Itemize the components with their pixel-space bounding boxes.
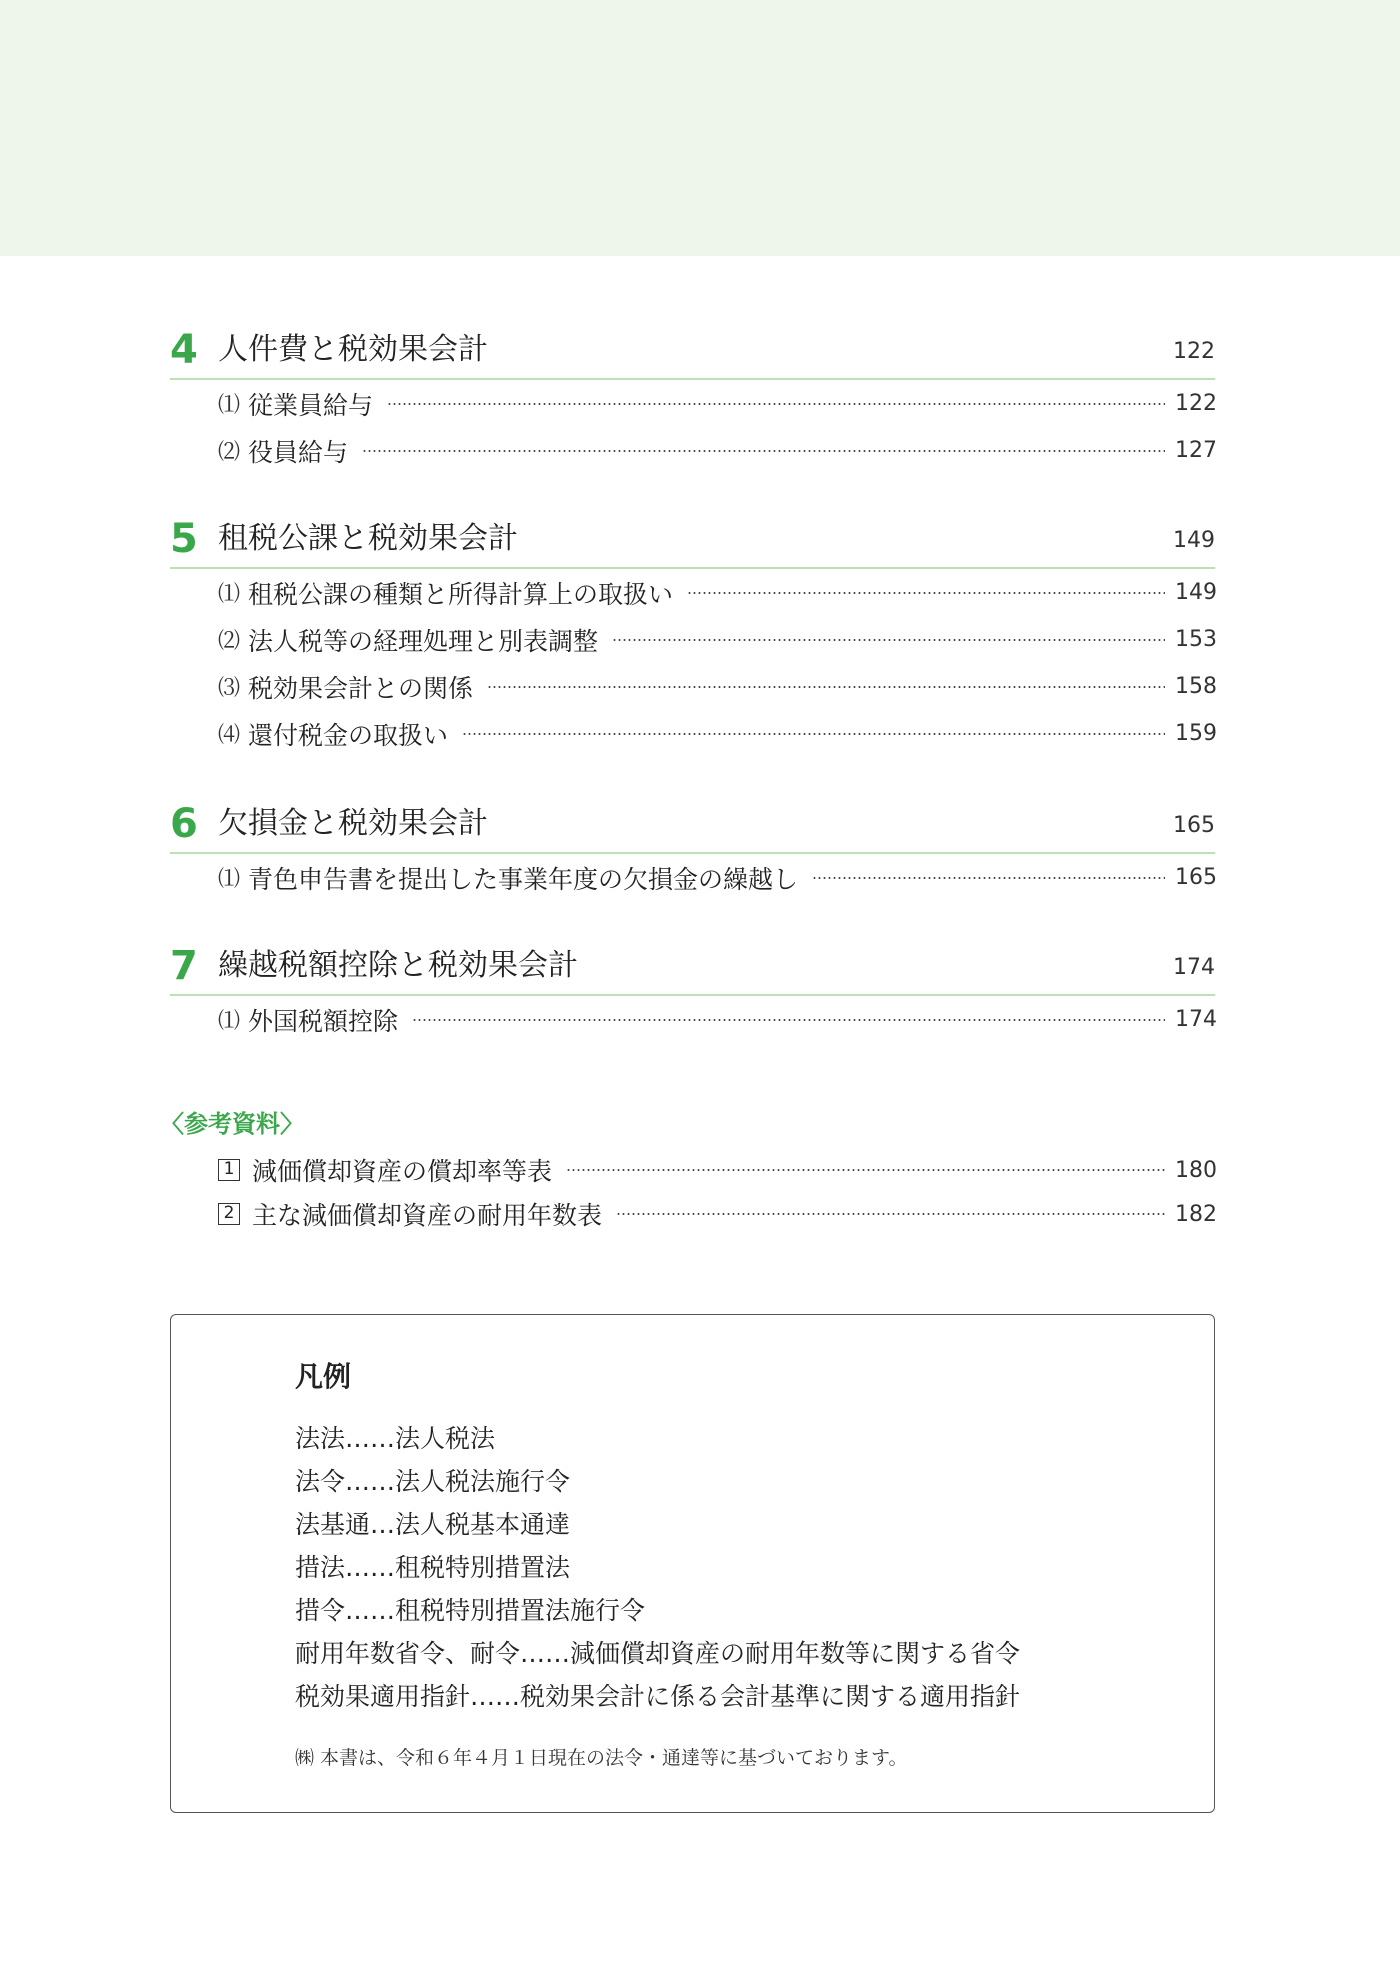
item-number: ⑴ xyxy=(218,393,241,418)
item-label: 法人税等の経理処理と別表調整 xyxy=(248,626,599,656)
dot-leader xyxy=(362,450,1165,452)
toc-item[interactable] xyxy=(170,996,1215,1043)
item-label: 外国税額控除 xyxy=(248,1006,399,1036)
chapter-number: 6 xyxy=(170,801,198,847)
dot-leader xyxy=(387,403,1165,405)
reference-number-box: 2 xyxy=(218,1203,240,1225)
chapter-page: 165 xyxy=(1173,813,1215,838)
item-page: 174 xyxy=(1175,1007,1217,1032)
legend-entry: 税効果適用指針……税効果会計に係る会計基準に関する適用指針 xyxy=(295,1682,1021,1711)
legend-entry: 法法……法人税法 xyxy=(295,1424,496,1453)
chapter-heading[interactable] xyxy=(170,796,1215,854)
reference-page: 182 xyxy=(1175,1201,1217,1227)
legend-entry: 措令……租税特別措置法施行令 xyxy=(295,1596,646,1625)
references-list xyxy=(170,1148,1215,1236)
chapter-title: 繰越税額控除と税効果会計 xyxy=(218,948,578,983)
legend-box xyxy=(170,1314,1215,1813)
dot-leader xyxy=(462,733,1165,735)
item-number: ⑴ xyxy=(218,582,241,607)
dot-leader xyxy=(487,686,1165,688)
toc-item[interactable] xyxy=(170,380,1215,427)
legend-entry: 法基通…法人税基本通達 xyxy=(295,1510,571,1539)
legend-entry: 法令……法人税法施行令 xyxy=(295,1467,571,1496)
item-number: ⑵ xyxy=(218,440,241,465)
dot-leader xyxy=(687,592,1165,594)
item-page: 165 xyxy=(1175,865,1217,890)
chapter-5 xyxy=(170,511,1215,757)
legend-entry: 耐用年数省令、耐令……減価償却資産の耐用年数等に関する省令 xyxy=(295,1639,1021,1668)
chapter-heading[interactable] xyxy=(170,322,1215,380)
chapter-heading[interactable] xyxy=(170,511,1215,569)
item-number: ⑶ xyxy=(218,676,241,701)
item-label: 役員給与 xyxy=(248,437,349,467)
toc-item[interactable] xyxy=(170,710,1215,757)
dot-leader xyxy=(812,877,1165,879)
item-number: ⑴ xyxy=(218,867,241,892)
item-label: 税効果会計との関係 xyxy=(248,673,474,703)
chapter-number: 7 xyxy=(170,943,198,989)
item-label: 租税公課の種類と所得計算上の取扱い xyxy=(248,579,674,609)
legend-note: ㈱ 本書は、令和６年４月１日現在の法令・通達等に基づいております。 xyxy=(295,1747,908,1769)
reference-page: 180 xyxy=(1175,1157,1217,1183)
reference-item[interactable] xyxy=(170,1148,1215,1192)
chapter-title: 租税公課と税効果会計 xyxy=(218,521,518,556)
chapter-6 xyxy=(170,796,1215,901)
reference-label: 減価償却資産の償却率等表 xyxy=(252,1157,553,1186)
toc-item[interactable] xyxy=(170,427,1215,474)
dot-leader xyxy=(616,1213,1165,1215)
chapter-page: 122 xyxy=(1173,339,1215,364)
dot-leader xyxy=(612,639,1165,641)
toc-item[interactable] xyxy=(170,616,1215,663)
item-page: 127 xyxy=(1175,438,1217,463)
toc-item[interactable] xyxy=(170,854,1215,901)
chapter-7 xyxy=(170,938,1215,1043)
chapter-number: 4 xyxy=(170,327,198,373)
legend-list xyxy=(295,1417,1020,1718)
legend-entry: 措法……租税特別措置法 xyxy=(295,1553,571,1582)
item-label: 従業員給与 xyxy=(248,390,374,420)
reference-item[interactable] xyxy=(170,1192,1215,1236)
chapter-title: 欠損金と税効果会計 xyxy=(218,806,488,841)
references-heading: 〈参考資料〉 xyxy=(160,1110,304,1138)
header-band xyxy=(0,0,1400,256)
chapter-page: 149 xyxy=(1173,528,1215,553)
item-number: ⑷ xyxy=(218,723,241,748)
item-page: 153 xyxy=(1175,627,1217,652)
reference-label: 主な減価償却資産の耐用年数表 xyxy=(252,1201,603,1230)
reference-number-box: 1 xyxy=(218,1159,240,1181)
item-page: 149 xyxy=(1175,580,1217,605)
chapter-heading[interactable] xyxy=(170,938,1215,996)
chapter-number: 5 xyxy=(170,516,198,562)
item-label: 還付税金の取扱い xyxy=(248,720,449,750)
toc-item[interactable] xyxy=(170,569,1215,616)
dot-leader xyxy=(566,1169,1165,1171)
item-number: ⑵ xyxy=(218,629,241,654)
item-page: 158 xyxy=(1175,674,1217,699)
legend-title: 凡例 xyxy=(295,1360,352,1393)
chapter-4 xyxy=(170,322,1215,474)
chapter-page: 174 xyxy=(1173,955,1215,980)
item-label: 青色申告書を提出した事業年度の欠損金の繰越し xyxy=(248,864,799,894)
chapter-title: 人件費と税効果会計 xyxy=(218,332,488,367)
toc-item[interactable] xyxy=(170,663,1215,710)
item-page: 122 xyxy=(1175,391,1217,416)
item-page: 159 xyxy=(1175,721,1217,746)
item-number: ⑴ xyxy=(218,1009,241,1034)
dot-leader xyxy=(412,1019,1165,1021)
